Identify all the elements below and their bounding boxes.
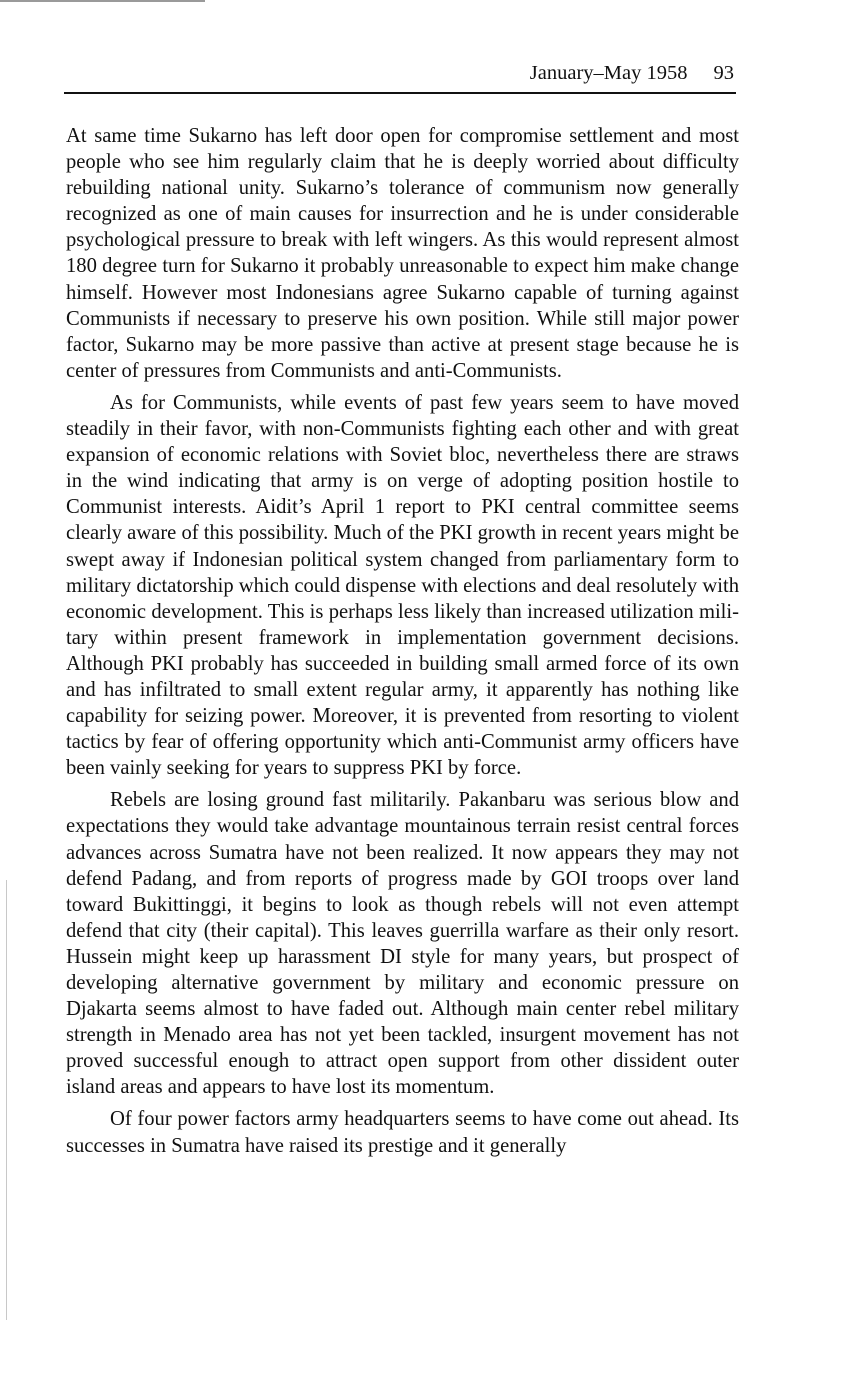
page-number: 93 — [713, 62, 734, 84]
body-text — [66, 123, 739, 1159]
running-head — [64, 58, 736, 94]
scan-edge-left — [6, 880, 7, 1320]
running-head-title: January–May 1958 — [529, 62, 688, 84]
paragraph-sukarno: At same time Sukarno has left door open for compromise settlement and most people who see him regularly claim that he is deeply worried about difficulty rebuilding national unity. Sukarno’s tolerance of communism now generally recognized as one of main causes for insurrection and he is under considerable psychological pressure to break with left wingers. As this would represent almost 180 degree turn for Sukarno it probably unreasonable to expect him make change himself. However most Indonesians agree Sukarno capable of turning against Communists if necessary to preserve his own position. While still major power factor, Sukarno may be more passive than active at present stage because he is center of pressures from Communists and anti-Communists. — [66, 125, 739, 382]
paragraph-communists: As for Communists, while events of past few years seem to have moved steadily in their favor, with non-Communists fighting each other and with great expansion of economic relations with Soviet bloc, nevertheless there are straws in the wind indicating that army is on verge of adopting position hostile to Communist interests. Aidit’s April 1 report to PKI central committee seems clearly aware of this possibility. Much of the PKI growth in recent years might be swept away if Indonesian political system changed from parliamentary form to military dictatorship which could dispense with elections and deal resolutely with economic development. This is perhaps less likely than increased utilization military within present framework in implementation government decisions. Although PKI probably has succeeded in building small armed force of its own and has infiltrated to small extent regular army, it apparently has nothing like capability for seizing power. Moreover, it is prevented from resorting to violent tactics by fear of offering opportunity which anti-Communist army officers have been vainly seeking for years to suppress PKI by force. — [66, 391, 739, 780]
paragraph-army-headquarters: Of four power factors army headquarters seems to have come out ahead. Its successes in Sumatra have raised its prestige and it generally — [66, 1108, 739, 1157]
paragraph-rebels: Rebels are losing ground fast militarily. Pakanbaru was serious blow and expectations they would take advantage mountainous terrain resist central forces advances across Sumatra have not been realized. It now appears they may not defend Padang, and from reports of progress made by GOI troops over land toward Bukittinggi, it begins to look as though rebels will not even attempt defend that city (their capital). This leaves guerrilla warfare as their only resort. Hussein might keep up harassment DI style for many years, but prospect of developing alternative government by military and economic pressure on Djakarta seems almost to have faded out. Although main center rebel military strength in Menado area has not yet been tackled, insurgent movement has not proved successful enough to attract open support from other dissident outer island areas and appears to have lost its momentum. — [66, 789, 739, 1099]
scan-edge-top — [0, 0, 205, 2]
